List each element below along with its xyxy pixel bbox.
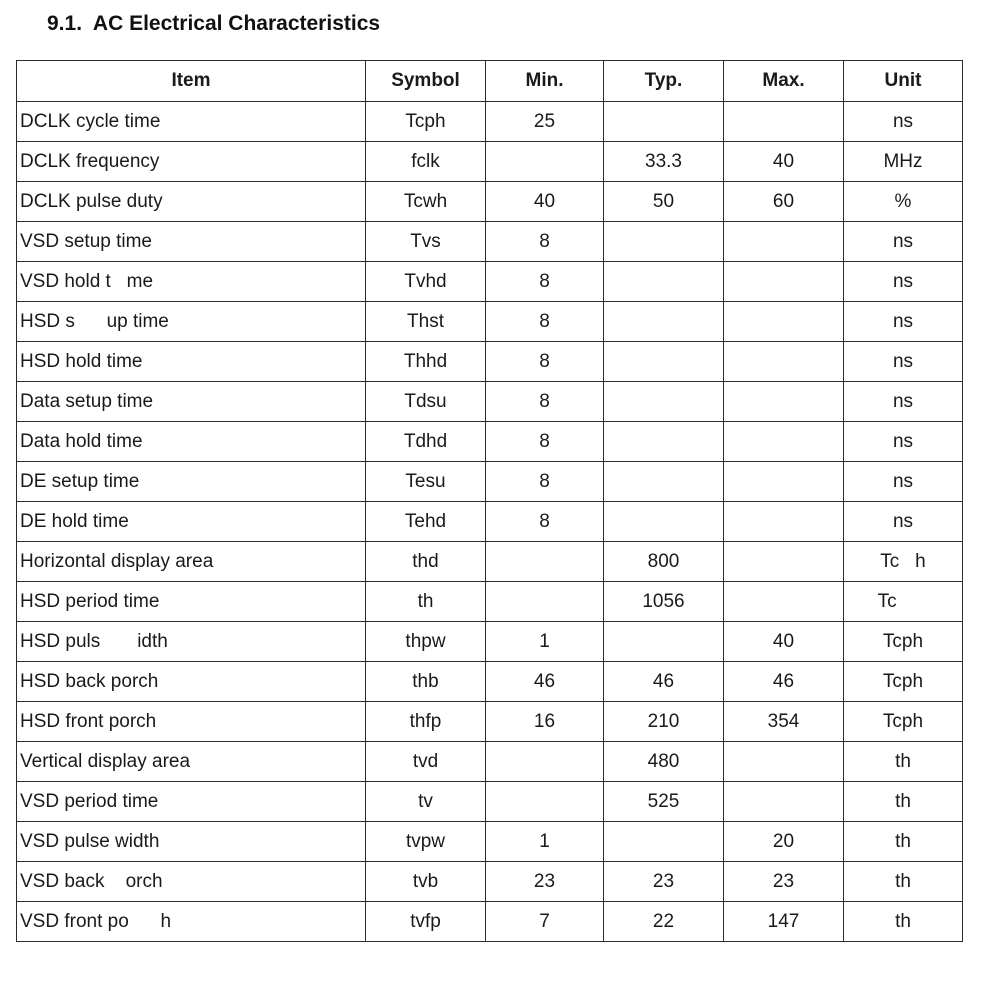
cell-max: [724, 502, 844, 542]
cell-min: [486, 782, 604, 822]
cell-max: [724, 782, 844, 822]
table-row: [17, 702, 963, 742]
cell-item: DCLK frequency: [17, 142, 366, 182]
table-row: [17, 502, 963, 542]
cell-max: 23: [724, 862, 844, 902]
cell-max: [724, 462, 844, 502]
cell-max: [724, 422, 844, 462]
cell-typ: 23: [604, 862, 724, 902]
table-body: [17, 102, 963, 942]
cell-min: 1: [486, 622, 604, 662]
cell-unit: ns: [844, 102, 963, 142]
cell-item: Vertical display area: [17, 742, 366, 782]
cell-symbol: thfp: [366, 702, 486, 742]
cell-typ: [604, 422, 724, 462]
cell-symbol: Tvs: [366, 222, 486, 262]
cell-typ: [604, 462, 724, 502]
cell-item: VSD setup time: [17, 222, 366, 262]
cell-item: HSD s up time: [17, 302, 366, 342]
cell-item: HSD period time: [17, 582, 366, 622]
table-row: [17, 342, 963, 382]
cell-symbol: thb: [366, 662, 486, 702]
cell-symbol: Tdsu: [366, 382, 486, 422]
header-typ: Typ.: [604, 61, 724, 102]
cell-min: 8: [486, 222, 604, 262]
cell-typ: 50: [604, 182, 724, 222]
cell-typ: [604, 302, 724, 342]
cell-unit: ns: [844, 302, 963, 342]
cell-item: HSD puls idth: [17, 622, 366, 662]
cell-min: [486, 742, 604, 782]
cell-item: DCLK pulse duty: [17, 182, 366, 222]
cell-min: [486, 582, 604, 622]
table-row: [17, 582, 963, 622]
cell-symbol: tvd: [366, 742, 486, 782]
header-min: Min.: [486, 61, 604, 102]
cell-item: Data hold time: [17, 422, 366, 462]
cell-min: 8: [486, 342, 604, 382]
table-row: [17, 182, 963, 222]
cell-symbol: fclk: [366, 142, 486, 182]
cell-item: VSD hold t me: [17, 262, 366, 302]
cell-max: 46: [724, 662, 844, 702]
cell-symbol: Tdhd: [366, 422, 486, 462]
cell-typ: 800: [604, 542, 724, 582]
header-item: Item: [17, 61, 366, 102]
cell-symbol: thd: [366, 542, 486, 582]
table-row: [17, 142, 963, 182]
cell-symbol: tvb: [366, 862, 486, 902]
cell-max: [724, 742, 844, 782]
cell-item: DCLK cycle time: [17, 102, 366, 142]
cell-unit: Tcph: [844, 702, 963, 742]
cell-unit: %: [844, 182, 963, 222]
cell-typ: 210: [604, 702, 724, 742]
table-row: [17, 542, 963, 582]
table-row: [17, 742, 963, 782]
cell-unit: Tc h: [844, 542, 963, 582]
table-row: [17, 782, 963, 822]
cell-typ: [604, 262, 724, 302]
cell-min: 8: [486, 502, 604, 542]
cell-typ: [604, 382, 724, 422]
table-row: [17, 862, 963, 902]
cell-unit: ns: [844, 462, 963, 502]
cell-max: 147: [724, 902, 844, 942]
cell-unit: ns: [844, 222, 963, 262]
cell-item: VSD back orch: [17, 862, 366, 902]
header-symbol: Symbol: [366, 61, 486, 102]
cell-unit: Tc: [844, 582, 963, 622]
cell-min: 7: [486, 902, 604, 942]
cell-typ: [604, 622, 724, 662]
cell-typ: 1056: [604, 582, 724, 622]
cell-typ: 33.3: [604, 142, 724, 182]
cell-unit: ns: [844, 382, 963, 422]
cell-typ: [604, 102, 724, 142]
cell-symbol: Tcwh: [366, 182, 486, 222]
cell-max: [724, 302, 844, 342]
cell-min: 8: [486, 262, 604, 302]
table-row: [17, 422, 963, 462]
cell-max: [724, 222, 844, 262]
table-row: [17, 662, 963, 702]
cell-item: HSD back porch: [17, 662, 366, 702]
cell-unit: ns: [844, 342, 963, 382]
cell-unit: ns: [844, 422, 963, 462]
cell-max: 20: [724, 822, 844, 862]
table-row: [17, 822, 963, 862]
table-row: [17, 622, 963, 662]
cell-symbol: tvfp: [366, 902, 486, 942]
cell-min: 16: [486, 702, 604, 742]
cell-max: [724, 382, 844, 422]
cell-symbol: Tcph: [366, 102, 486, 142]
cell-unit: th: [844, 822, 963, 862]
cell-symbol: Tehd: [366, 502, 486, 542]
cell-symbol: tvpw: [366, 822, 486, 862]
cell-typ: [604, 342, 724, 382]
cell-unit: Tcph: [844, 622, 963, 662]
cell-max: 60: [724, 182, 844, 222]
table-row: [17, 302, 963, 342]
cell-min: 8: [486, 462, 604, 502]
cell-min: 8: [486, 382, 604, 422]
cell-max: [724, 262, 844, 302]
cell-item: DE hold time: [17, 502, 366, 542]
cell-min: 46: [486, 662, 604, 702]
cell-typ: 46: [604, 662, 724, 702]
cell-item: VSD pulse width: [17, 822, 366, 862]
table-row: [17, 382, 963, 422]
cell-unit: Tcph: [844, 662, 963, 702]
cell-unit: th: [844, 862, 963, 902]
cell-unit: ns: [844, 502, 963, 542]
table-row: [17, 102, 963, 142]
table-header-row: [17, 61, 963, 102]
cell-typ: [604, 502, 724, 542]
header-max: Max.: [724, 61, 844, 102]
cell-max: 40: [724, 622, 844, 662]
cell-item: DE setup time: [17, 462, 366, 502]
cell-min: [486, 142, 604, 182]
cell-symbol: th: [366, 582, 486, 622]
cell-typ: [604, 822, 724, 862]
cell-min: [486, 542, 604, 582]
cell-typ: 480: [604, 742, 724, 782]
cell-typ: 22: [604, 902, 724, 942]
cell-min: 23: [486, 862, 604, 902]
cell-typ: [604, 222, 724, 262]
cell-symbol: Tvhd: [366, 262, 486, 302]
table-row: [17, 462, 963, 502]
cell-item: HSD front porch: [17, 702, 366, 742]
cell-item: VSD front po h: [17, 902, 366, 942]
cell-min: 40: [486, 182, 604, 222]
cell-unit: th: [844, 782, 963, 822]
cell-unit: th: [844, 902, 963, 942]
cell-symbol: Thst: [366, 302, 486, 342]
table-row: [17, 902, 963, 942]
cell-max: [724, 102, 844, 142]
cell-max: [724, 542, 844, 582]
cell-symbol: Thhd: [366, 342, 486, 382]
table-row: [17, 222, 963, 262]
cell-symbol: Tesu: [366, 462, 486, 502]
cell-item: HSD hold time: [17, 342, 366, 382]
cell-item: VSD period time: [17, 782, 366, 822]
cell-unit: MHz: [844, 142, 963, 182]
header-unit: Unit: [844, 61, 963, 102]
cell-min: 25: [486, 102, 604, 142]
cell-unit: th: [844, 742, 963, 782]
cell-max: 354: [724, 702, 844, 742]
ac-characteristics-table: [16, 60, 963, 942]
cell-min: 1: [486, 822, 604, 862]
section-title: 9.1. AC Electrical Characteristics: [47, 12, 381, 35]
cell-unit: ns: [844, 262, 963, 302]
cell-max: 40: [724, 142, 844, 182]
cell-symbol: thpw: [366, 622, 486, 662]
cell-typ: 525: [604, 782, 724, 822]
cell-max: [724, 582, 844, 622]
cell-min: 8: [486, 422, 604, 462]
cell-min: 8: [486, 302, 604, 342]
cell-item: Data setup time: [17, 382, 366, 422]
cell-symbol: tv: [366, 782, 486, 822]
cell-max: [724, 342, 844, 382]
table-row: [17, 262, 963, 302]
cell-item: Horizontal display area: [17, 542, 366, 582]
